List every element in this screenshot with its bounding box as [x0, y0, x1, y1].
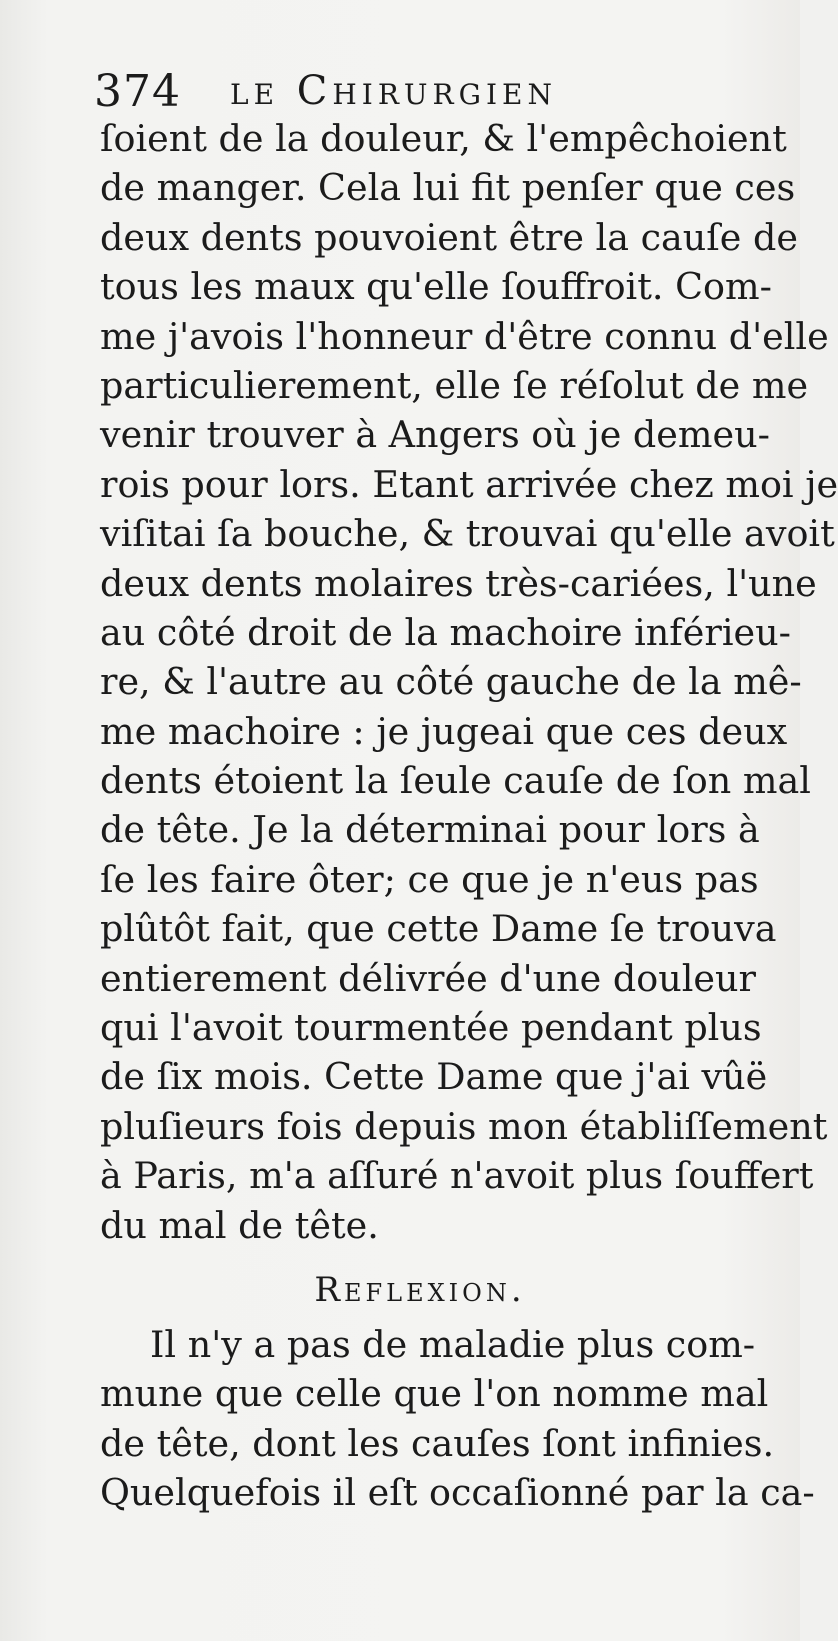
text-line: venir trouver à Angers où je demeu- — [100, 413, 770, 457]
text-line: de tête, dont les cauſes ſont infinies. — [100, 1421, 775, 1465]
text-line: mune que celle que l'on nomme mal — [100, 1372, 769, 1416]
page-header — [94, 62, 744, 122]
text-line: tous les maux qu'elle ſouffroit. Com- — [100, 265, 772, 309]
text-line: rois pour lors. Etant arrivée chez moi je — [100, 462, 838, 506]
text-line: entierement délivrée d'une douleur — [100, 956, 756, 1000]
text-line: de tête. Je la déterminai pour lors à — [100, 808, 760, 852]
text-line: dents étoient la ſeule cauſe de ſon mal — [100, 759, 811, 803]
text-line: deux dents molaires très-cariées, l'une — [100, 561, 817, 605]
text-line: de ſix mois. Cette Dame que j'ai vûë — [100, 1055, 768, 1099]
running-head: le Chirurgien — [230, 68, 557, 114]
text-line: pluſieurs fois depuis mon établiſſement — [100, 1104, 828, 1148]
text-line: plûtôt fait, que cette Dame ſe trouva — [100, 907, 777, 951]
paragraph-1 — [100, 114, 838, 1250]
text-line: deux dents pouvoient être la cauſe de — [100, 215, 798, 259]
text-line: me j'avois l'honneur d'être connu d'elle — [100, 314, 829, 358]
text-line: me machoire : je jugeai que ces deux — [100, 709, 788, 753]
page-number: 374 — [94, 66, 181, 117]
paragraph-2 — [100, 1320, 815, 1518]
text-line: à Paris, m'a aſſuré n'avoit plus ſouffert — [100, 1154, 814, 1198]
text-line: au côté droit de la machoire inférieu- — [100, 610, 791, 654]
text-line: Quelquefois il eſt occaſionné par la ca- — [100, 1471, 815, 1515]
text-line: de manger. Cela lui fit penſer que ces — [100, 166, 796, 210]
text-line: du mal de tête. — [100, 1203, 379, 1247]
text-line: particulierement, elle ſe réſolut de me — [100, 363, 809, 407]
text-line: viſitai ſa bouche, & trouvai qu'elle avoit — [100, 512, 835, 556]
section-heading: Reflexion. — [314, 1270, 526, 1310]
text-line: ſe les faire ôter; ce que je n'eus pas — [100, 857, 759, 901]
text-line: ſoient de la douleur, & l'empêchoient — [100, 117, 787, 160]
text-line: qui l'avoit tourmentée pendant plus — [100, 1006, 762, 1050]
text-line: re, & l'autre au côté gauche de la mê- — [100, 660, 802, 704]
text-line: Il n'y a pas de maladie plus com- — [150, 1323, 756, 1366]
